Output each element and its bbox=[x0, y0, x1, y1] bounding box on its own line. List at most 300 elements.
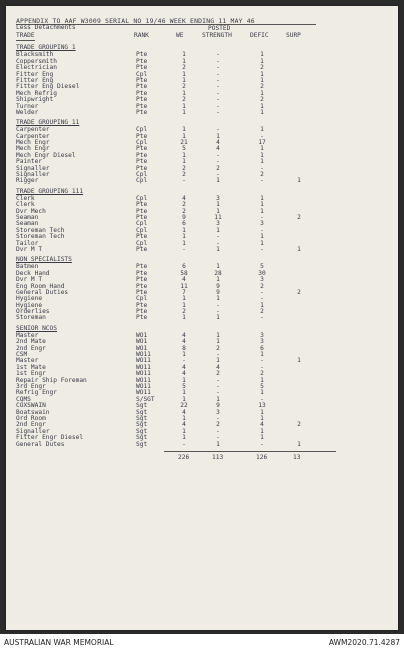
strength-cell: - bbox=[216, 233, 220, 241]
we-cell: 5 bbox=[182, 382, 186, 390]
strength-cell: 3 bbox=[216, 194, 220, 202]
trade-cell: Shipwright bbox=[16, 96, 54, 104]
surp-cell: 1 bbox=[297, 357, 301, 365]
rank-cell: WO11 bbox=[136, 363, 151, 371]
we-cell: 4 bbox=[182, 276, 186, 284]
defic-cell: - bbox=[260, 214, 264, 221]
rank-cell: Pte bbox=[136, 282, 148, 290]
we-cell: 1 bbox=[182, 295, 186, 303]
strength-cell: 1 bbox=[216, 201, 220, 209]
trade-cell: 2nd Engr bbox=[16, 344, 46, 352]
rank-cell: WO1 bbox=[136, 331, 148, 339]
table-body bbox=[16, 45, 316, 447]
trade-cell: Seaman bbox=[16, 214, 39, 221]
rank-cell: Pte bbox=[136, 83, 148, 91]
strength-cell: - bbox=[216, 83, 220, 91]
document-title: APPENDIX TO AAF W3009 SERIAL NO 19/46 WEEK ENDING 11 MAY 46 bbox=[16, 18, 316, 25]
trade-cell: Dvr M T bbox=[16, 245, 43, 253]
trade-cell: Electrician bbox=[16, 64, 57, 72]
trade-cell: Mech Engr bbox=[16, 139, 50, 147]
we-cell: 4 bbox=[182, 194, 186, 202]
trade-cell: 2nd Mate bbox=[16, 338, 46, 346]
rank-cell: Pte bbox=[136, 301, 148, 309]
trade-cell: CQMS bbox=[16, 395, 31, 403]
strength-cell: - bbox=[216, 434, 220, 442]
defic-cell: 1 bbox=[260, 233, 264, 241]
trade-cell: Signaller bbox=[16, 171, 50, 179]
defic-cell: 2 bbox=[260, 308, 264, 316]
defic-cell: 1 bbox=[260, 414, 264, 422]
defic-cell: 2 bbox=[260, 64, 264, 72]
trade-cell: Refrig Engr bbox=[16, 389, 57, 397]
defic-cell: 5 bbox=[260, 263, 264, 271]
rank-cell: Cpl bbox=[136, 220, 148, 228]
strength-cell: 4 bbox=[216, 363, 220, 371]
strength-cell: 1 bbox=[216, 331, 220, 339]
we-cell: 6 bbox=[182, 220, 186, 228]
we-cell: 22 bbox=[180, 402, 188, 410]
trade-cell: Turner bbox=[16, 102, 39, 110]
strength-cell: 28 bbox=[214, 269, 222, 277]
we-cell: 1 bbox=[182, 51, 186, 59]
col-strength: STRENGTH bbox=[202, 32, 232, 40]
surp-cell: 1 bbox=[297, 245, 301, 253]
rank-cell: Cpl bbox=[136, 126, 148, 134]
defic-cell: 30 bbox=[258, 269, 266, 277]
table-row bbox=[16, 247, 316, 253]
trade-cell: Master bbox=[16, 331, 39, 339]
trade-cell: Tailor bbox=[16, 239, 39, 247]
defic-cell: 13 bbox=[258, 402, 266, 410]
defic-cell: 6 bbox=[260, 344, 264, 352]
strength-cell: 1 bbox=[216, 245, 220, 253]
strength-cell: 1 bbox=[216, 395, 220, 403]
rank-cell: Cpl bbox=[136, 70, 148, 78]
rank-cell: Pte bbox=[136, 245, 148, 253]
we-cell: 2 bbox=[182, 201, 186, 209]
defic-cell: 1 bbox=[260, 126, 264, 134]
we-cell: 2 bbox=[182, 96, 186, 104]
we-cell: 1 bbox=[182, 351, 186, 359]
trade-cell: Signaller bbox=[16, 427, 50, 435]
rank-cell: Sgt bbox=[136, 414, 148, 422]
trade-cell: Hygiene bbox=[16, 301, 43, 309]
rank-cell: Pte bbox=[136, 158, 148, 166]
trade-cell: Deck Hand bbox=[16, 269, 50, 277]
trade-cell: Eng Room Hand bbox=[16, 282, 65, 290]
rank-cell: Sgt bbox=[136, 421, 148, 429]
we-cell: - bbox=[182, 440, 186, 448]
trade-cell: Fitter Eng Diesel bbox=[16, 83, 80, 91]
defic-cell: 4 bbox=[260, 421, 264, 429]
strength-cell: 9 bbox=[216, 282, 220, 290]
rank-cell: Pte bbox=[136, 108, 148, 116]
defic-cell: 2 bbox=[260, 96, 264, 104]
we-cell: 1 bbox=[182, 158, 186, 166]
defic-cell: 2 bbox=[260, 171, 264, 179]
strength-cell: 11 bbox=[214, 214, 222, 221]
defic-cell: 1 bbox=[260, 389, 264, 397]
defic-cell: 1 bbox=[260, 151, 264, 159]
defic-cell: 1 bbox=[260, 239, 264, 247]
defic-cell: - bbox=[260, 357, 264, 365]
defic-cell: 1 bbox=[260, 108, 264, 116]
we-cell: 4 bbox=[182, 370, 186, 378]
rank-cell: Pte bbox=[136, 233, 148, 241]
rank-cell: Pte bbox=[136, 276, 148, 284]
rank-cell: Sgt bbox=[136, 402, 148, 410]
strength-cell: 9 bbox=[216, 288, 220, 296]
we-cell: 7 bbox=[182, 288, 186, 296]
trade-cell: Repair Ship Foreman bbox=[16, 376, 87, 384]
rank-cell: Pte bbox=[136, 201, 148, 209]
rank-cell: Sgt bbox=[136, 427, 148, 435]
trade-cell: Carpenter bbox=[16, 126, 50, 134]
we-cell: 4 bbox=[182, 408, 186, 416]
we-cell: 4 bbox=[182, 421, 186, 429]
rank-cell: Cpl bbox=[136, 295, 148, 303]
strength-cell: - bbox=[216, 351, 220, 359]
trade-cell: Seaman bbox=[16, 220, 39, 228]
we-cell: 58 bbox=[180, 269, 188, 277]
we-cell: 2 bbox=[182, 171, 186, 179]
strength-cell: - bbox=[216, 382, 220, 390]
we-cell: 2 bbox=[182, 308, 186, 316]
trade-cell: 1st Engr bbox=[16, 370, 46, 378]
rank-cell: Pte bbox=[136, 57, 148, 65]
defic-cell: 1 bbox=[260, 89, 264, 97]
strength-cell: 1 bbox=[216, 207, 220, 215]
defic-cell: 1 bbox=[260, 408, 264, 416]
we-cell: 4 bbox=[182, 331, 186, 339]
trade-cell: Blacksmith bbox=[16, 51, 54, 59]
section-title: SENIOR NCOS bbox=[16, 324, 57, 332]
rank-cell: WO11 bbox=[136, 389, 151, 397]
rank-cell: Pte bbox=[136, 102, 148, 110]
rank-cell: Pte bbox=[136, 96, 148, 104]
strength-cell: 2 bbox=[216, 344, 220, 352]
defic-cell: 1 bbox=[260, 207, 264, 215]
section-title: TRADE GROUPING 111 bbox=[16, 187, 84, 195]
rank-cell: WO1 bbox=[136, 338, 148, 346]
rank-cell: Pte bbox=[136, 308, 148, 316]
strength-cell: 2 bbox=[216, 421, 220, 429]
strength-cell: - bbox=[216, 96, 220, 104]
we-cell: 4 bbox=[182, 363, 186, 371]
strength-cell: - bbox=[216, 376, 220, 384]
defic-cell: 1 bbox=[260, 194, 264, 202]
we-cell: 1 bbox=[182, 427, 186, 435]
defic-cell: 1 bbox=[260, 351, 264, 359]
trade-cell: Fitter Eng bbox=[16, 70, 54, 78]
strength-cell: - bbox=[216, 64, 220, 72]
defic-cell: 1 bbox=[260, 70, 264, 78]
we-cell: 1 bbox=[182, 89, 186, 97]
trade-cell: CSM bbox=[16, 351, 28, 359]
trade-cell: Mech Refrig bbox=[16, 89, 57, 97]
we-cell: 11 bbox=[180, 282, 188, 290]
rank-cell: Cpl bbox=[136, 239, 148, 247]
trade-cell: Dvr Mech bbox=[16, 207, 46, 215]
surp-cell: 2 bbox=[297, 288, 301, 296]
trade-cell: 2nd Engr bbox=[16, 421, 46, 429]
strength-cell: - bbox=[216, 126, 220, 134]
strength-cell: 1 bbox=[216, 357, 220, 365]
defic-cell: - bbox=[260, 226, 264, 234]
we-cell: 1 bbox=[182, 102, 186, 110]
rank-cell: Cpl bbox=[136, 177, 148, 185]
rank-cell: Pte bbox=[136, 214, 148, 221]
strength-cell: 1 bbox=[216, 263, 220, 271]
trade-cell: Rigger bbox=[16, 177, 39, 185]
we-cell: 1 bbox=[182, 239, 186, 247]
strength-cell: - bbox=[216, 76, 220, 84]
trade-cell: Painter bbox=[16, 158, 43, 166]
rank-cell: Pte bbox=[136, 76, 148, 84]
strength-cell: - bbox=[216, 102, 220, 110]
defic-cell: 1 bbox=[260, 102, 264, 110]
col-we: WE bbox=[176, 32, 184, 40]
column-header bbox=[16, 25, 316, 41]
col-defic: DEFIC bbox=[250, 32, 269, 40]
defic-cell: - bbox=[260, 295, 264, 303]
strength-cell: 1 bbox=[216, 295, 220, 303]
strength-cell: 1 bbox=[216, 132, 220, 140]
defic-cell: 3 bbox=[260, 276, 264, 284]
trade-cell: COXSWAIN bbox=[16, 402, 46, 410]
rank-cell: Sgt bbox=[136, 440, 148, 448]
rank-cell: Sgt bbox=[136, 434, 148, 442]
rank-cell: Pte bbox=[136, 51, 148, 59]
col-rank: RANK bbox=[134, 32, 149, 40]
footer-bar bbox=[0, 634, 404, 653]
total-surp: 13 bbox=[293, 453, 301, 461]
strength-cell: - bbox=[216, 108, 220, 116]
trade-cell: Mech Engr Diesel bbox=[16, 151, 76, 159]
we-cell: 4 bbox=[182, 338, 186, 346]
we-cell: 1 bbox=[182, 108, 186, 116]
defic-cell: 17 bbox=[258, 139, 266, 147]
trade-cell: Mech Engr bbox=[16, 145, 50, 153]
defic-cell: 2 bbox=[260, 83, 264, 91]
strength-cell: 1 bbox=[216, 314, 220, 322]
strength-cell: - bbox=[216, 89, 220, 97]
total-defic: 126 bbox=[256, 453, 268, 461]
trade-cell: Ord Room bbox=[16, 414, 46, 422]
defic-cell: 1 bbox=[260, 145, 264, 153]
table-row bbox=[16, 178, 316, 184]
surp-cell: 1 bbox=[297, 440, 301, 448]
we-cell: 1 bbox=[182, 389, 186, 397]
we-cell: 6 bbox=[182, 263, 186, 271]
rank-cell: Pte bbox=[136, 151, 148, 159]
we-cell: 2 bbox=[182, 164, 186, 172]
we-cell: 1 bbox=[182, 132, 186, 140]
we-cell: 1 bbox=[182, 151, 186, 159]
rank-cell: Pte bbox=[136, 89, 148, 97]
total-strength: 113 bbox=[212, 453, 224, 461]
rank-cell: Pte bbox=[136, 314, 148, 322]
strength-cell: - bbox=[216, 57, 220, 65]
defic-cell: 1 bbox=[260, 201, 264, 209]
trade-cell: Fitter Engr Diesel bbox=[16, 434, 84, 442]
trade-cell: Storeman bbox=[16, 314, 46, 322]
rank-cell: Pte bbox=[136, 64, 148, 72]
rank-cell: Cpl bbox=[136, 171, 148, 179]
rank-cell: Sgt bbox=[136, 408, 148, 416]
rank-cell: Cpl bbox=[136, 139, 148, 147]
rank-cell: WO11 bbox=[136, 370, 151, 378]
rank-cell: Pte bbox=[136, 145, 148, 153]
we-cell: 1 bbox=[182, 226, 186, 234]
we-cell: 1 bbox=[182, 314, 186, 322]
rank-cell: S/SGT bbox=[136, 395, 155, 403]
surp-cell: 2 bbox=[297, 214, 301, 221]
rank-cell: Pte bbox=[136, 263, 148, 271]
trade-cell: Master bbox=[16, 357, 39, 365]
defic-cell: 1 bbox=[260, 434, 264, 442]
we-cell: 1 bbox=[182, 76, 186, 84]
defic-cell: 1 bbox=[260, 76, 264, 84]
trade-cell: Coppersmith bbox=[16, 57, 57, 65]
trade-cell: 1st Mate bbox=[16, 363, 46, 371]
defic-cell: 1 bbox=[260, 51, 264, 59]
col-trade: TRADE bbox=[16, 32, 35, 40]
trade-cell: Boatswain bbox=[16, 408, 50, 416]
defic-cell: 3 bbox=[260, 338, 264, 346]
trade-cell: Welder bbox=[16, 108, 39, 116]
rank-cell: Pte bbox=[136, 207, 148, 215]
defic-cell: - bbox=[260, 132, 264, 140]
we-cell: 2 bbox=[182, 64, 186, 72]
we-cell: 1 bbox=[182, 70, 186, 78]
trade-cell: Batmen bbox=[16, 263, 39, 271]
defic-cell: 1 bbox=[260, 158, 264, 166]
we-cell: 1 bbox=[182, 126, 186, 134]
trade-cell: General Dutes bbox=[16, 440, 65, 448]
strength-cell: 9 bbox=[216, 402, 220, 410]
defic-cell: - bbox=[260, 395, 264, 403]
we-cell: 1 bbox=[182, 395, 186, 403]
defic-cell: - bbox=[260, 245, 264, 253]
we-cell: - bbox=[182, 177, 186, 185]
defic-cell: 1 bbox=[260, 376, 264, 384]
defic-cell: 1 bbox=[260, 57, 264, 65]
defic-cell: 1 bbox=[260, 427, 264, 435]
we-cell: - bbox=[182, 245, 186, 253]
trade-cell: Storeman Tech bbox=[16, 233, 65, 241]
strength-cell: - bbox=[216, 171, 220, 179]
strength-cell: - bbox=[216, 308, 220, 316]
defic-cell: 3 bbox=[260, 220, 264, 228]
we-cell: 2 bbox=[182, 207, 186, 215]
table-row bbox=[16, 110, 316, 116]
strength-cell: - bbox=[216, 151, 220, 159]
defic-cell: - bbox=[260, 288, 264, 296]
defic-cell: 1 bbox=[260, 301, 264, 309]
strength-cell: - bbox=[216, 414, 220, 422]
trade-cell: Dvr M T bbox=[16, 276, 43, 284]
col-surp: SURP bbox=[286, 32, 301, 40]
total-we: 226 bbox=[178, 453, 190, 461]
strength-cell: 4 bbox=[216, 145, 220, 153]
trade-cell: Storeman Tech bbox=[16, 226, 65, 234]
subtitle: Less Detachments bbox=[16, 24, 76, 32]
strength-cell: - bbox=[216, 389, 220, 397]
we-cell: 8 bbox=[182, 344, 186, 352]
section-title: NON SPECIALISTS bbox=[16, 256, 72, 264]
we-cell: 1 bbox=[182, 57, 186, 65]
strength-cell: 3 bbox=[216, 220, 220, 228]
strength-cell: 2 bbox=[216, 164, 220, 172]
trade-cell: Signaller bbox=[16, 164, 50, 172]
strength-cell: - bbox=[216, 70, 220, 78]
strength-cell: - bbox=[216, 158, 220, 166]
trade-cell: Clerk bbox=[16, 194, 35, 202]
we-cell: 1 bbox=[182, 233, 186, 241]
rank-cell: WO11 bbox=[136, 382, 151, 390]
rank-cell: Pte bbox=[136, 288, 148, 296]
defic-cell: 3 bbox=[260, 331, 264, 339]
rank-cell: WO11 bbox=[136, 376, 151, 384]
defic-cell: - bbox=[260, 363, 264, 371]
strength-cell: 3 bbox=[216, 408, 220, 416]
we-cell: 1 bbox=[182, 434, 186, 442]
strength-cell: 2 bbox=[216, 370, 220, 378]
strength-cell: 1 bbox=[216, 276, 220, 284]
rank-cell: Cpl bbox=[136, 226, 148, 234]
table-row bbox=[16, 315, 316, 321]
defic-cell: - bbox=[260, 314, 264, 322]
we-cell: 2 bbox=[182, 83, 186, 91]
col-posted: POSTED bbox=[208, 25, 231, 33]
surp-cell: 2 bbox=[297, 421, 301, 429]
we-cell: 1 bbox=[182, 414, 186, 422]
trade-cell: General Duties bbox=[16, 288, 69, 296]
rank-cell: WO1 bbox=[136, 344, 148, 352]
strength-cell: - bbox=[216, 239, 220, 247]
footer-source: AUSTRALIAN WAR MEMORIAL bbox=[4, 638, 114, 647]
rank-cell: Pte bbox=[136, 269, 148, 277]
strength-cell: 1 bbox=[216, 226, 220, 234]
defic-cell: 5 bbox=[260, 382, 264, 390]
defic-cell: - bbox=[260, 440, 264, 448]
section-title: TRADE GROUPING 11 bbox=[16, 119, 80, 127]
we-cell: 1 bbox=[182, 376, 186, 384]
strength-cell: - bbox=[216, 427, 220, 435]
rank-cell: WO11 bbox=[136, 351, 151, 359]
trade-cell: Carpenter bbox=[16, 132, 50, 140]
document-page bbox=[6, 6, 398, 630]
strength-cell: - bbox=[216, 51, 220, 59]
totals-row bbox=[164, 451, 336, 460]
trade-cell: Clerk bbox=[16, 201, 35, 209]
strength-cell: 1 bbox=[216, 440, 220, 448]
rank-cell: WO11 bbox=[136, 357, 151, 365]
trade-cell: Hygiene bbox=[16, 295, 43, 303]
defic-cell: - bbox=[260, 164, 264, 172]
section-title: TRADE GROUPING 1 bbox=[16, 44, 76, 52]
trade-cell: 3rd Engr bbox=[16, 382, 46, 390]
defic-cell: - bbox=[260, 177, 264, 185]
defic-cell: 2 bbox=[260, 370, 264, 378]
strength-cell: - bbox=[216, 301, 220, 309]
defic-cell: 2 bbox=[260, 282, 264, 290]
we-cell: 9 bbox=[182, 214, 186, 221]
table-row bbox=[16, 442, 316, 448]
trade-cell: Orderlies bbox=[16, 308, 50, 316]
strength-cell: 1 bbox=[216, 338, 220, 346]
